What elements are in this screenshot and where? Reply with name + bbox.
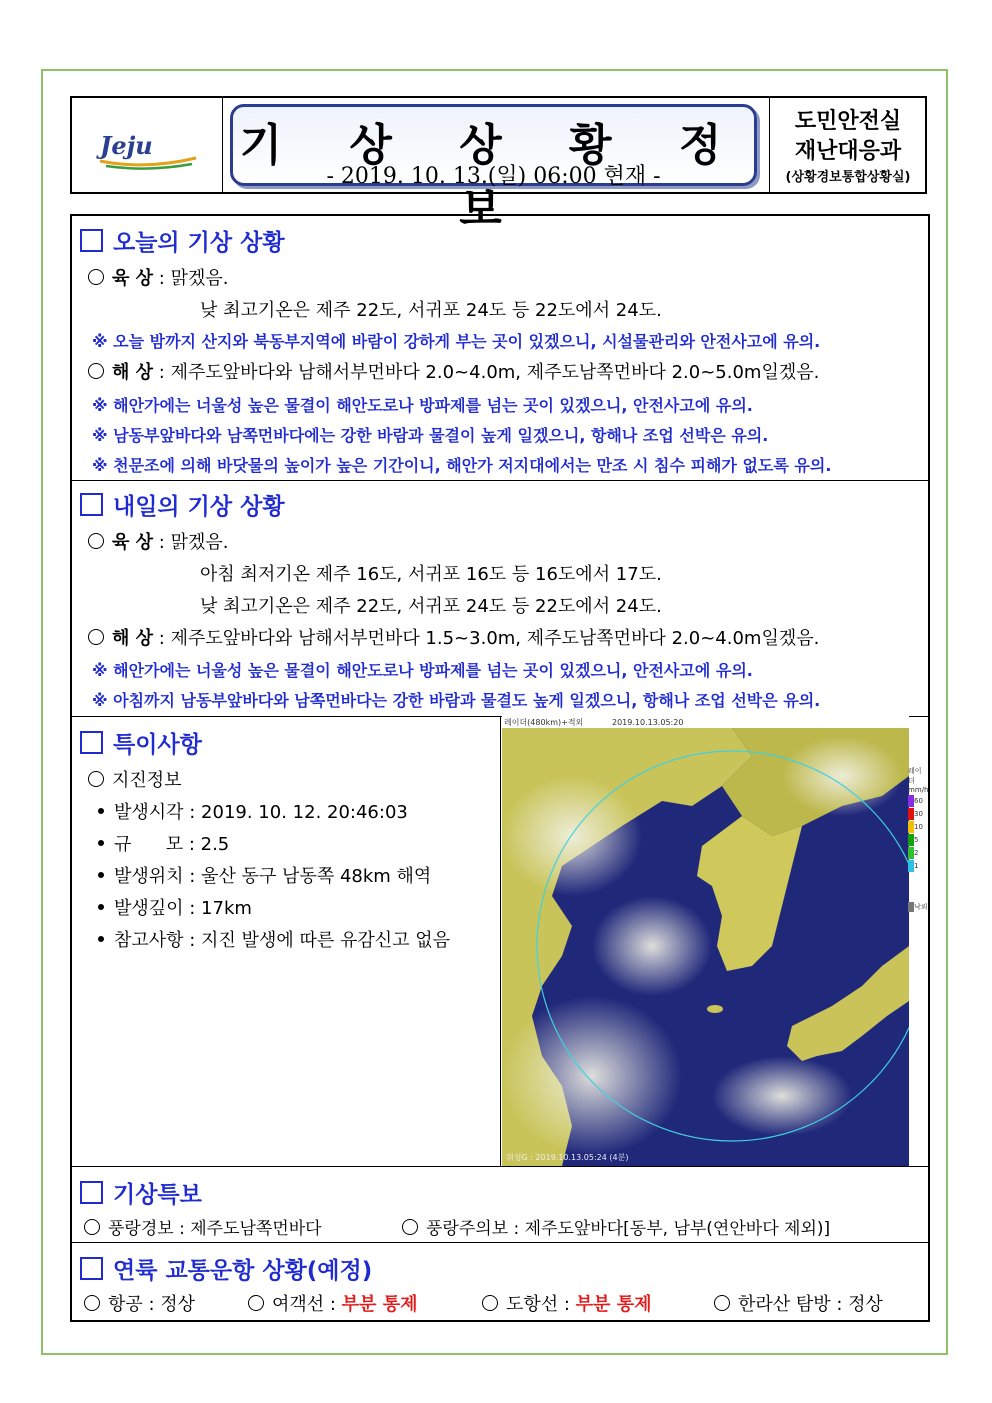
warning-storm: 풍랑경보 : 제주도남쪽먼바다 bbox=[84, 1214, 322, 1239]
divider bbox=[72, 1242, 928, 1243]
header bbox=[70, 96, 927, 235]
radar-map bbox=[502, 716, 909, 1166]
today-sea: 해 상 : 제주도앞바다와 남해서부먼바다 2.0~4.0m, 제주도남쪽먼바다 2.0~5.0m일겠음. bbox=[88, 358, 819, 384]
checkbox-icon bbox=[80, 1181, 103, 1204]
legend-title: 레이더 bbox=[908, 767, 922, 785]
radar-satellite-image bbox=[502, 716, 909, 1166]
warning-advisory: 풍랑주의보 : 제주도앞바다[동부, 남부(연안바다 제외)] bbox=[402, 1214, 830, 1239]
tomorrow-temp-min: 아침 최저기온 제주 16도, 서귀포 16도 등 16도에서 17도. bbox=[200, 564, 662, 585]
traffic-ferry: 여객선 : 부분 통제 bbox=[248, 1290, 418, 1316]
traffic-island-ferry: 도항선 : 부분 통제 bbox=[482, 1290, 652, 1316]
today-note-4: ※ 천문조에 의해 바닷물의 높이가 높은 기간이니, 해안가 저지대에서는 만조 시 침수 피해가 없도록 유의. bbox=[92, 456, 832, 475]
circle-icon bbox=[248, 1295, 264, 1311]
section-title-special: 특이사항 bbox=[80, 726, 202, 759]
page-title: 기 상 상 황 정 보 bbox=[239, 120, 748, 235]
traffic-air: 항공 : 정상 bbox=[84, 1290, 195, 1316]
earthquake-location: 발생위치 : 울산 동구 남동쪽 48km 해역 bbox=[98, 862, 431, 888]
divider bbox=[72, 1166, 928, 1167]
jeju-logo bbox=[96, 128, 200, 172]
traffic-hallasan: 한라산 탐방 : 정상 bbox=[714, 1290, 883, 1316]
today-note-3: ※ 남동부앞바다와 남쪽먼바다에는 강한 바람과 물결이 높게 일겠으니, 항해나 조업 선박은 유의. bbox=[92, 426, 769, 445]
legend-unit: mm/h bbox=[908, 786, 929, 794]
jeju-logo-text: Jeju bbox=[100, 131, 153, 160]
today-land-temp: 낮 최고기온은 제주 22도, 서귀포 24도 등 22도에서 24도. bbox=[200, 300, 662, 321]
section-title-traffic: 연륙 교통운항 상황(예정) bbox=[80, 1252, 372, 1285]
tomorrow-land: 육 상 : 맑겠음. bbox=[88, 528, 228, 554]
report-datetime: - 2019. 10. 13.(일) 06:00 현재 - bbox=[326, 164, 661, 189]
circle-icon bbox=[714, 1295, 730, 1311]
legend-value: 30 bbox=[914, 809, 923, 818]
tomorrow-temp-max: 낮 최고기온은 제주 22도, 서귀포 24도 등 22도에서 24도. bbox=[200, 596, 662, 617]
earthquake-depth: 발생깊이 : 17km bbox=[98, 894, 252, 920]
circle-icon bbox=[482, 1295, 498, 1311]
checkbox-icon bbox=[80, 229, 103, 252]
legend-value: 10 bbox=[914, 822, 923, 831]
tomorrow-sea: 해 상 : 제주도앞바다와 남해서부먼바다 1.5~3.0m, 제주도남쪽먼바다 2.0~4.0m일겠음. bbox=[88, 624, 819, 650]
checkbox-icon bbox=[80, 1257, 103, 1280]
today-note-1: ※ 오늘 밤까지 산지와 북동부지역에 바람이 강하게 부는 곳이 있겠으니, 시설물관리와 안전사고에 유의. bbox=[92, 332, 821, 351]
dept-name-2: 재난대응과 bbox=[794, 139, 902, 164]
department-cell bbox=[769, 98, 926, 192]
checkbox-icon bbox=[80, 493, 103, 516]
legend-lightning: 낙뢰 bbox=[914, 903, 928, 911]
dept-name-1: 도민안전실 bbox=[794, 109, 902, 134]
section-title-today: 오늘의 기상 상황 bbox=[80, 224, 285, 257]
today-land: 육 상 : 맑겠음. bbox=[88, 264, 228, 290]
circle-icon bbox=[88, 629, 104, 645]
earthquake-time: 발생시각 : 2019. 10. 12. 20:46:03 bbox=[98, 798, 408, 824]
dept-name-3: (상황경보통합상황실) bbox=[785, 170, 911, 185]
divider bbox=[500, 716, 501, 1166]
radar-footer: 위성G : 2019.10.13.05:24 (4분) bbox=[506, 1153, 629, 1162]
radar-legend bbox=[908, 766, 928, 926]
checkbox-icon bbox=[80, 731, 103, 754]
circle-icon bbox=[88, 533, 104, 549]
bullet-icon bbox=[98, 904, 104, 910]
circle-icon bbox=[88, 363, 104, 379]
legend-value: 60 bbox=[914, 796, 923, 805]
radar-header-right: 2019.10.13.05:20 bbox=[612, 718, 684, 727]
circle-icon bbox=[402, 1219, 418, 1235]
main-table bbox=[70, 214, 930, 1322]
earthquake-magnitude: 규 모 : 2.5 bbox=[98, 830, 229, 856]
tomorrow-note-1: ※ 해안가에는 너울성 높은 물결이 해안도로나 방파제를 넘는 곳이 있겠으니, 안전사고에 유의. bbox=[92, 661, 753, 680]
title-box bbox=[230, 104, 757, 235]
circle-icon bbox=[88, 771, 104, 787]
legend-value: 1 bbox=[914, 861, 919, 870]
bullet-icon bbox=[98, 936, 104, 942]
today-note-2: ※ 해안가에는 너울성 높은 물결이 해안도로나 방파제를 넘는 곳이 있겠으니, 안전사고에 유의. bbox=[92, 396, 753, 415]
circle-icon bbox=[84, 1295, 100, 1311]
section-title-warnings: 기상특보 bbox=[80, 1176, 202, 1209]
circle-icon bbox=[84, 1219, 100, 1235]
bullet-icon bbox=[98, 808, 104, 814]
divider bbox=[72, 480, 928, 481]
earthquake-note: 참고사항 : 지진 발생에 따른 유감신고 없음 bbox=[98, 926, 450, 952]
radar-header-left: 레이더(480km)+적외 bbox=[504, 718, 584, 727]
legend-value: 2 bbox=[914, 848, 919, 857]
bullet-icon bbox=[98, 840, 104, 846]
section-title-tomorrow: 내일의 기상 상황 bbox=[80, 488, 285, 521]
tomorrow-note-2: ※ 아침까지 남동부앞바다와 남쪽먼바다는 강한 바람과 물결도 높게 일겠으니, 항해나 조업 선박은 유의. bbox=[92, 691, 821, 710]
legend-value: 5 bbox=[914, 835, 919, 844]
circle-icon bbox=[88, 269, 104, 285]
bullet-icon bbox=[98, 872, 104, 878]
earthquake-heading: 지진정보 bbox=[88, 766, 182, 792]
logo-cell bbox=[72, 98, 223, 192]
